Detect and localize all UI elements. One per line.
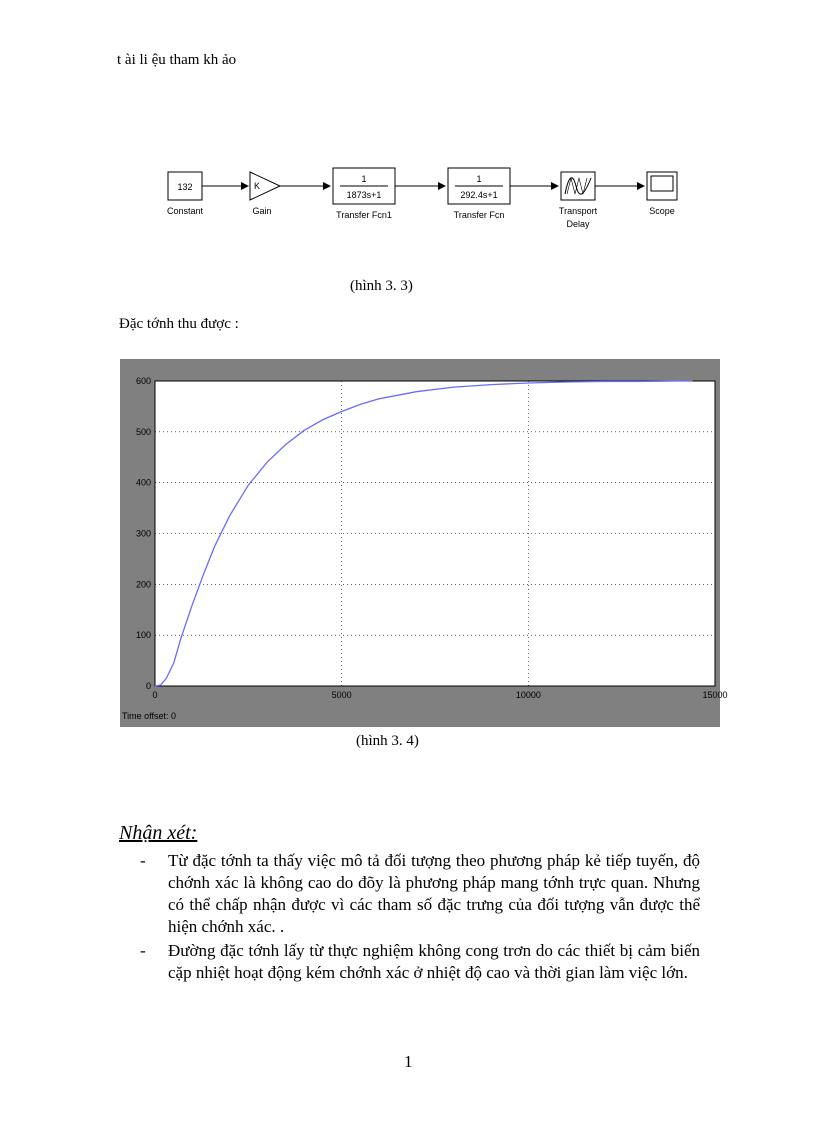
list-item (140, 850, 700, 938)
figure-caption-3-3: (hình 3. 3) (350, 278, 413, 294)
x-tick-label: 10000 (515, 690, 541, 700)
x-tick-label: 0 (152, 690, 158, 700)
transfer-fcn1-block (333, 168, 395, 220)
tf-denominator: 292.4s+1 (460, 190, 498, 200)
y-tick-label: 200 (135, 579, 151, 590)
y-tick-label: 0 (145, 681, 151, 691)
y-tick-label: 300 (135, 528, 151, 539)
x-tick-label: 15000 (702, 690, 728, 700)
y-tick-label: 100 (135, 630, 151, 641)
gain-block (250, 172, 280, 216)
tf-numerator: 1 (476, 174, 482, 184)
bullet-dash: - (140, 941, 146, 960)
tf1-denominator: 1873s+1 (346, 190, 382, 200)
x-tick-label: 5000 (331, 690, 352, 700)
bullet-dash: - (140, 851, 146, 870)
remark-list (140, 850, 700, 986)
list-item-text: Từ đặc tớnh ta thấy việc mô tả đối tượng theo phương pháp kẻ tiếp tuyến, độ chớnh xác là không cao do đõy là phương pháp mang tớnh trực quan. Nhưng có thể chấp nhận được vì các tham số đặc trưng của đối tượng vẫn được thể hiện chớnh xác. . (168, 851, 700, 936)
figure-caption-3-4: (hình 3. 4) (356, 733, 419, 749)
delay-label-2: Delay (566, 219, 590, 229)
block-diagram (150, 160, 690, 240)
y-tick-label: 400 (135, 477, 151, 488)
constant-label: Constant (166, 206, 204, 216)
section-title: Đặc tớnh thu được : (119, 316, 239, 332)
header-text: t ài li ệu tham kh ảo (117, 52, 237, 68)
list-item-text: Đường đặc tớnh lấy từ thực nghiệm không cong trơn do các thiết bị cảm biến cặp nhiệt hoạt động kém chớnh xác ở nhiệt độ cao và thời gian làm việc lớn. (168, 941, 700, 982)
gain-label: Gain (252, 206, 272, 216)
tf1-numerator: 1 (361, 174, 367, 184)
gain-value: K (254, 181, 261, 191)
constant-value: 132 (177, 182, 193, 192)
delay-label-1: Transport (558, 206, 598, 216)
transport-delay-block (559, 172, 598, 229)
page-number: 1 (404, 1052, 413, 1071)
time-offset-label: Time offset: 0 (122, 711, 177, 721)
list-item (140, 940, 700, 984)
y-tick-label: 600 (135, 376, 151, 386)
scope-chart (120, 359, 728, 727)
y-tick-label: 500 (135, 426, 151, 437)
tf1-label: Transfer Fcn1 (336, 210, 392, 220)
constant-block (167, 172, 204, 216)
remark-title: Nhận xét: (119, 822, 198, 844)
tf-label: Transfer Fcn (453, 210, 505, 220)
transfer-fcn-block (448, 168, 510, 220)
scope-block (647, 172, 677, 216)
scope-label: Scope (649, 206, 675, 216)
